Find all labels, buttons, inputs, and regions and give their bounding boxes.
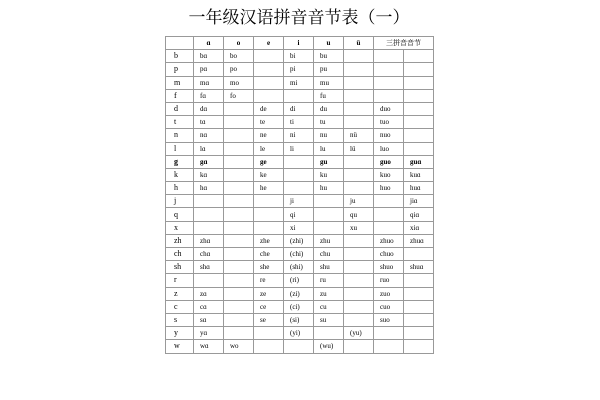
syllable-cell: ze [254, 287, 284, 300]
syllable-cell: gu [314, 155, 344, 168]
syllable-cell [224, 208, 254, 221]
syllable-cell [254, 76, 284, 89]
table-row [166, 261, 434, 274]
syllable-cell: ne [254, 129, 284, 142]
initial-cell: t [166, 116, 194, 129]
syllable-cell [404, 274, 434, 287]
syllable-cell: fɑ [194, 89, 224, 102]
syllable-cell [254, 195, 284, 208]
syllable-cell: ju [344, 195, 374, 208]
initial-cell: l [166, 142, 194, 155]
syllable-cell [404, 116, 434, 129]
header-cell: ɑ [194, 37, 224, 50]
initial-cell: w [166, 340, 194, 353]
syllable-cell [404, 300, 434, 313]
syllable-cell [224, 142, 254, 155]
syllable-cell [344, 261, 374, 274]
initial-cell: p [166, 63, 194, 76]
syllable-cell: bo [224, 50, 254, 63]
table-row [166, 287, 434, 300]
syllable-cell [404, 89, 434, 102]
syllable-cell [374, 76, 404, 89]
table-row [166, 129, 434, 142]
syllable-cell [404, 76, 434, 89]
syllable-cell [254, 63, 284, 76]
syllable-cell: shuɑ [404, 261, 434, 274]
syllable-cell: (ri) [284, 274, 314, 287]
syllable-cell [344, 102, 374, 115]
syllable-cell: shɑ [194, 261, 224, 274]
syllable-cell: tuo [374, 116, 404, 129]
syllable-cell: shu [314, 261, 344, 274]
initial-cell: d [166, 102, 194, 115]
syllable-cell: kuo [374, 168, 404, 181]
syllable-cell: yɑ [194, 327, 224, 340]
syllable-cell [404, 142, 434, 155]
syllable-cell [224, 327, 254, 340]
initial-cell: j [166, 195, 194, 208]
initial-cell: g [166, 155, 194, 168]
syllable-cell: lɑ [194, 142, 224, 155]
syllable-cell [224, 287, 254, 300]
syllable-cell: zhuɑ [404, 234, 434, 247]
syllable-cell: (shi) [284, 261, 314, 274]
syllable-cell: fu [314, 89, 344, 102]
initial-cell: sh [166, 261, 194, 274]
syllable-cell: hɑ [194, 182, 224, 195]
syllable-cell: (si) [284, 313, 314, 326]
syllable-cell [254, 221, 284, 234]
syllable-cell: chɑ [194, 248, 224, 261]
syllable-cell: xu [344, 221, 374, 234]
table-row [166, 313, 434, 326]
syllable-cell: du [314, 102, 344, 115]
syllable-cell: bu [314, 50, 344, 63]
header-cell [166, 37, 194, 50]
table-row [166, 300, 434, 313]
syllable-cell [224, 313, 254, 326]
syllable-cell: (zhi) [284, 234, 314, 247]
syllable-cell [224, 116, 254, 129]
syllable-cell [344, 50, 374, 63]
table-row [166, 50, 434, 63]
syllable-cell [344, 63, 374, 76]
syllable-cell: zhuo [374, 234, 404, 247]
syllable-cell: kɑ [194, 168, 224, 181]
syllable-cell [314, 221, 344, 234]
syllable-cell: de [254, 102, 284, 115]
syllable-cell: hu [314, 182, 344, 195]
syllable-cell: zhe [254, 234, 284, 247]
header-cell: e [254, 37, 284, 50]
syllable-cell: lu [314, 142, 344, 155]
syllable-cell: bɑ [194, 50, 224, 63]
syllable-cell: (wu) [314, 340, 344, 353]
initial-cell: ch [166, 248, 194, 261]
syllable-cell [224, 168, 254, 181]
syllable-cell [284, 168, 314, 181]
syllable-cell [344, 340, 374, 353]
syllable-cell [344, 274, 374, 287]
syllable-cell [344, 76, 374, 89]
syllable-cell [404, 287, 434, 300]
table-row [166, 102, 434, 115]
syllable-cell [284, 340, 314, 353]
syllable-cell [254, 340, 284, 353]
syllable-cell [374, 89, 404, 102]
syllable-cell: le [254, 142, 284, 155]
table-row [166, 234, 434, 247]
initial-cell: zh [166, 234, 194, 247]
syllable-cell: pi [284, 63, 314, 76]
syllable-cell [194, 208, 224, 221]
table-row [166, 155, 434, 168]
initial-cell: k [166, 168, 194, 181]
initial-cell: s [166, 313, 194, 326]
syllable-cell: wo [224, 340, 254, 353]
syllable-cell: qu [344, 208, 374, 221]
syllable-cell: he [254, 182, 284, 195]
syllable-cell: xiɑ [404, 221, 434, 234]
initial-cell: n [166, 129, 194, 142]
page-title: 一年级汉语拼音音节表（一） [188, 8, 410, 27]
syllable-cell: di [284, 102, 314, 115]
syllable-cell [404, 129, 434, 142]
syllable-cell: ku [314, 168, 344, 181]
syllable-cell: xi [284, 221, 314, 234]
syllable-cell: huo [374, 182, 404, 195]
syllable-cell: tɑ [194, 116, 224, 129]
header-cell: 三拼音音节 [374, 37, 434, 50]
syllable-cell: qiɑ [404, 208, 434, 221]
initial-cell: y [166, 327, 194, 340]
syllable-cell [404, 102, 434, 115]
syllable-cell: wɑ [194, 340, 224, 353]
syllable-cell [254, 208, 284, 221]
syllable-cell [374, 63, 404, 76]
syllable-cell: ni [284, 129, 314, 142]
syllable-cell: sɑ [194, 313, 224, 326]
syllable-cell: mi [284, 76, 314, 89]
table-row [166, 63, 434, 76]
syllable-cell: kuɑ [404, 168, 434, 181]
header-cell: i [284, 37, 314, 50]
initial-cell: f [166, 89, 194, 102]
syllable-cell: dɑ [194, 102, 224, 115]
syllable-cell: pɑ [194, 63, 224, 76]
syllable-cell: mu [314, 76, 344, 89]
syllable-cell [224, 129, 254, 142]
syllable-cell [344, 287, 374, 300]
syllable-cell: ru [314, 274, 344, 287]
table-row [166, 327, 434, 340]
syllable-cell [374, 195, 404, 208]
syllable-cell [194, 195, 224, 208]
syllable-cell: re [254, 274, 284, 287]
syllable-cell: nɑ [194, 129, 224, 142]
syllable-cell [224, 274, 254, 287]
initial-cell: q [166, 208, 194, 221]
syllable-cell [254, 327, 284, 340]
syllable-cell: tu [314, 116, 344, 129]
syllable-cell [374, 50, 404, 63]
syllable-cell: zuo [374, 287, 404, 300]
syllable-cell: zɑ [194, 287, 224, 300]
header-cell: u [314, 37, 344, 50]
syllable-cell [224, 102, 254, 115]
syllable-cell [314, 208, 344, 221]
syllable-cell: nü [344, 129, 374, 142]
initial-cell: b [166, 50, 194, 63]
syllable-cell: suo [374, 313, 404, 326]
syllable-cell: zhɑ [194, 234, 224, 247]
syllable-cell [224, 234, 254, 247]
syllable-cell: lü [344, 142, 374, 155]
syllable-cell [224, 248, 254, 261]
syllable-cell [224, 261, 254, 274]
syllable-cell [314, 195, 344, 208]
syllable-cell: shuo [374, 261, 404, 274]
syllable-cell [404, 248, 434, 261]
syllable-cell: pu [314, 63, 344, 76]
syllable-cell: duo [374, 102, 404, 115]
syllable-cell [374, 340, 404, 353]
syllable-cell: li [284, 142, 314, 155]
table-row [166, 195, 434, 208]
syllable-cell: nuo [374, 129, 404, 142]
syllable-cell: mɑ [194, 76, 224, 89]
table-row [166, 221, 434, 234]
syllable-cell [254, 50, 284, 63]
syllable-table [165, 36, 434, 354]
initial-cell: m [166, 76, 194, 89]
syllable-cell [374, 208, 404, 221]
syllable-cell [344, 234, 374, 247]
syllable-cell: fo [224, 89, 254, 102]
initial-cell: z [166, 287, 194, 300]
syllable-cell [314, 327, 344, 340]
syllable-cell [344, 313, 374, 326]
syllable-cell: she [254, 261, 284, 274]
syllable-cell [404, 313, 434, 326]
syllable-cell: chu [314, 248, 344, 261]
table-row [166, 208, 434, 221]
syllable-cell [254, 89, 284, 102]
table-row [166, 182, 434, 195]
syllable-cell: gɑ [194, 155, 224, 168]
syllable-cell: (chi) [284, 248, 314, 261]
initial-cell: r [166, 274, 194, 287]
syllable-cell: huɑ [404, 182, 434, 195]
syllable-cell [344, 182, 374, 195]
syllable-cell: cɑ [194, 300, 224, 313]
syllable-cell: bi [284, 50, 314, 63]
table-header-row [166, 37, 434, 50]
syllable-cell [224, 155, 254, 168]
syllable-cell [404, 327, 434, 340]
syllable-cell [284, 89, 314, 102]
syllable-cell [344, 89, 374, 102]
syllable-cell: (ci) [284, 300, 314, 313]
header-cell: o [224, 37, 254, 50]
syllable-cell: luo [374, 142, 404, 155]
syllable-cell: (yi) [284, 327, 314, 340]
syllable-cell: ge [254, 155, 284, 168]
table-row [166, 168, 434, 181]
syllable-cell: (yu) [344, 327, 374, 340]
syllable-cell [224, 182, 254, 195]
syllable-cell: qi [284, 208, 314, 221]
syllable-cell [344, 168, 374, 181]
syllable-cell [404, 340, 434, 353]
syllable-cell: ruo [374, 274, 404, 287]
syllable-cell: zu [314, 287, 344, 300]
syllable-cell: ti [284, 116, 314, 129]
initial-cell: x [166, 221, 194, 234]
syllable-cell [344, 155, 374, 168]
table-row [166, 248, 434, 261]
header-cell: ü [344, 37, 374, 50]
syllable-cell: se [254, 313, 284, 326]
syllable-cell: zhu [314, 234, 344, 247]
syllable-cell [194, 274, 224, 287]
table-row [166, 340, 434, 353]
table-row [166, 274, 434, 287]
syllable-cell: guo [374, 155, 404, 168]
syllable-cell: su [314, 313, 344, 326]
syllable-cell: cuo [374, 300, 404, 313]
syllable-cell: jiɑ [404, 195, 434, 208]
syllable-cell: ke [254, 168, 284, 181]
initial-cell: h [166, 182, 194, 195]
syllable-cell [284, 182, 314, 195]
syllable-cell [344, 116, 374, 129]
syllable-cell [404, 50, 434, 63]
syllable-cell [224, 195, 254, 208]
syllable-cell: mo [224, 76, 254, 89]
syllable-cell: nu [314, 129, 344, 142]
syllable-cell: cu [314, 300, 344, 313]
syllable-cell [344, 248, 374, 261]
syllable-cell [224, 221, 254, 234]
table-row [166, 116, 434, 129]
table-row [166, 89, 434, 102]
syllable-cell [344, 300, 374, 313]
syllable-cell: ji [284, 195, 314, 208]
table-row [166, 142, 434, 155]
syllable-cell [404, 63, 434, 76]
syllable-cell [284, 155, 314, 168]
table-row [166, 76, 434, 89]
syllable-cell: che [254, 248, 284, 261]
syllable-cell [224, 300, 254, 313]
syllable-cell: guɑ [404, 155, 434, 168]
syllable-cell: te [254, 116, 284, 129]
syllable-cell: (zi) [284, 287, 314, 300]
syllable-cell: po [224, 63, 254, 76]
syllable-cell: ce [254, 300, 284, 313]
syllable-cell [374, 221, 404, 234]
syllable-cell [374, 327, 404, 340]
syllable-cell [194, 221, 224, 234]
syllable-cell: chuo [374, 248, 404, 261]
initial-cell: c [166, 300, 194, 313]
